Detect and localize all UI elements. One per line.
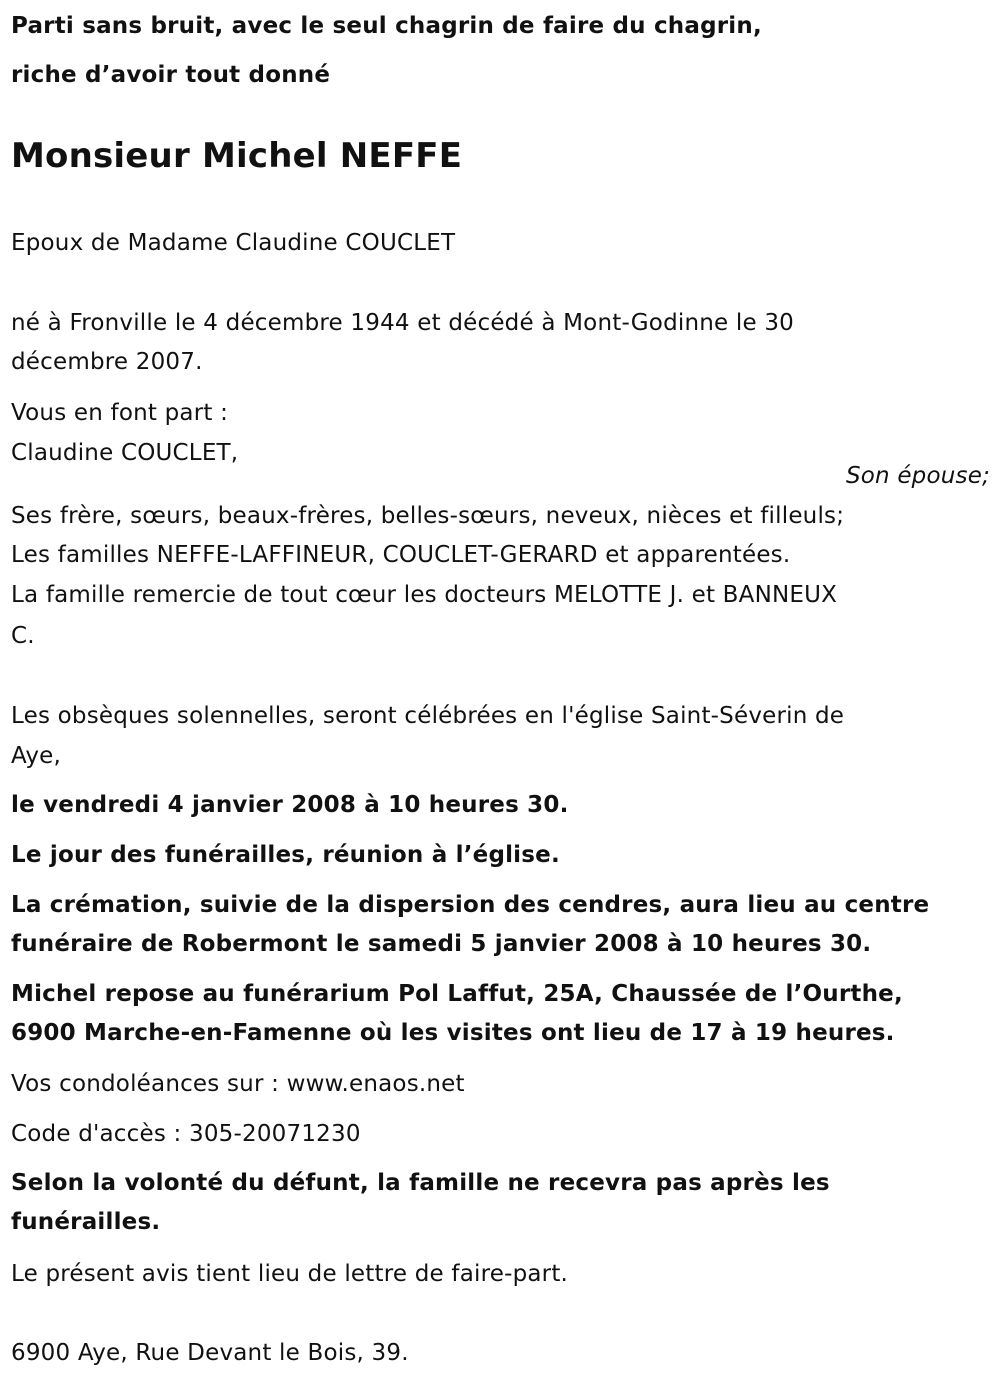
- family-line-1: Ses frère, sœurs, beaux-frères, belles-sœurs, neveux, nièces et filleuls;: [11, 503, 845, 529]
- wishes-line-2: funérailles.: [11, 1209, 161, 1235]
- faire-part-notice: Le présent avis tient lieu de lettre de faire-part.: [11, 1261, 569, 1287]
- wife-role: Son épouse;: [845, 463, 990, 489]
- rest-line-1: Michel repose au funérarium Pol Laffut, 25A, Chaussée de l’Ourthe,: [11, 981, 903, 1007]
- funeral-date: le vendredi 4 janvier 2008 à 10 heures 30.: [11, 792, 569, 818]
- quote-line-2: riche d’avoir tout donné: [11, 62, 331, 88]
- access-code: Code d'accès : 305-20071230: [11, 1121, 361, 1147]
- deceased-name: Monsieur Michel NEFFE: [11, 136, 463, 176]
- cremation-line-1: La crémation, suivie de la dispersion des cendres, aura lieu au centre: [11, 892, 930, 918]
- ceremony-line-2: Aye,: [11, 743, 62, 769]
- announcement-intro: Vous en font part :: [11, 400, 229, 426]
- family-line-2: Les familles NEFFE-LAFFINEUR, COUCLET-GERARD et apparentées.: [11, 542, 791, 568]
- cremation-line-2: funéraire de Robermont le samedi 5 janvier 2008 à 10 heures 30.: [11, 931, 872, 957]
- address: 6900 Aye, Rue Devant le Bois, 39.: [11, 1340, 409, 1366]
- quote-line-1: Parti sans bruit, avec le seul chagrin de faire du chagrin,: [11, 13, 762, 39]
- birth-death-line-2: décembre 2007.: [11, 349, 203, 375]
- rest-line-2: 6900 Marche-en-Famenne où les visites ont lieu de 17 à 19 heures.: [11, 1020, 895, 1046]
- condolences-website: Vos condoléances sur : www.enaos.net: [11, 1071, 465, 1097]
- wishes-line-1: Selon la volonté du défunt, la famille ne recevra pas après les: [11, 1170, 830, 1196]
- thanks-line-2: C.: [11, 623, 35, 649]
- thanks-line-1: La famille remercie de tout cœur les docteurs MELOTTE J. et BANNEUX: [11, 582, 838, 608]
- wife-name: Claudine COUCLET,: [11, 440, 239, 466]
- spouse-line: Epoux de Madame Claudine COUCLET: [11, 230, 456, 256]
- ceremony-line-1: Les obsèques solennelles, seront célébrées en l'église Saint-Séverin de: [11, 703, 845, 729]
- birth-death-line-1: né à Fronville le 4 décembre 1944 et décédé à Mont-Godinne le 30: [11, 310, 795, 336]
- funeral-meeting: Le jour des funérailles, réunion à l’église.: [11, 842, 560, 868]
